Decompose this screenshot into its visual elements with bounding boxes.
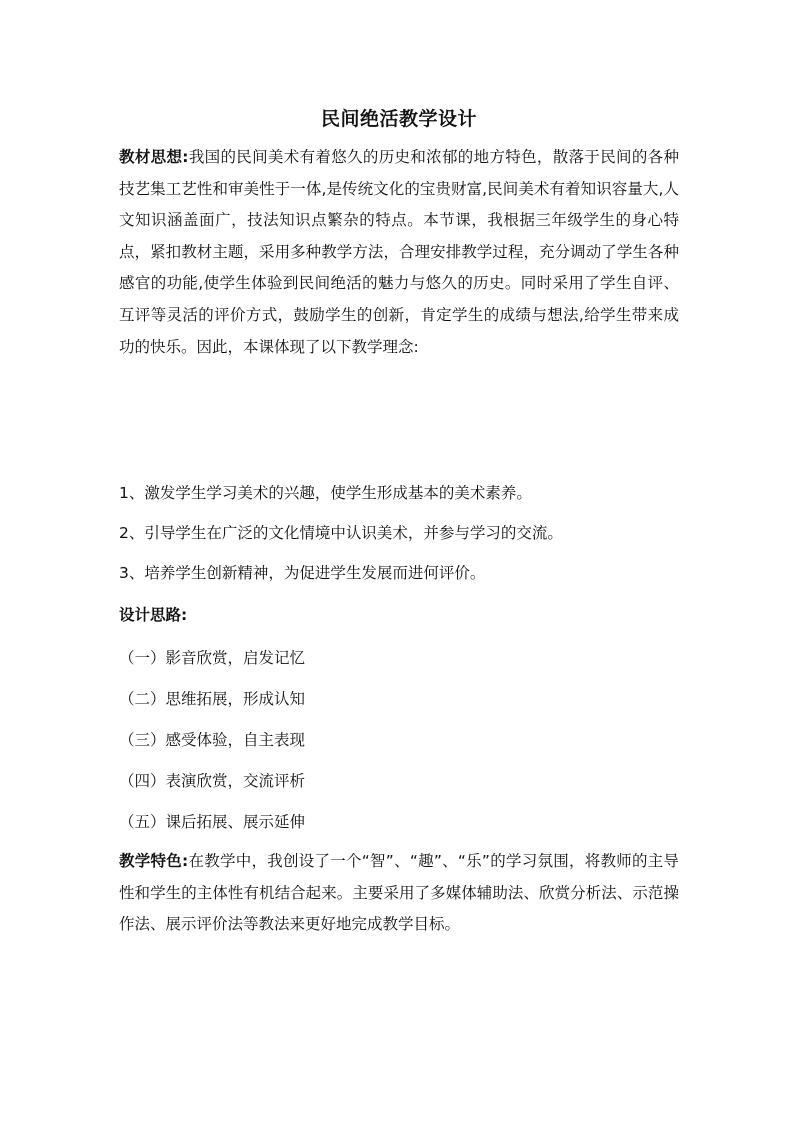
teaching-material-paragraph <box>119 142 679 363</box>
design-step-4: （四）表演欣赏，交流评析 <box>119 772 306 790</box>
concept-item-3: 3、培养学生创新精神，为促进学生发展而进何评价。 <box>119 564 486 582</box>
teaching-material-label: 教材思想: <box>119 148 189 166</box>
teaching-feature-label: 教学特色: <box>119 852 189 870</box>
document-title: 民间绝活教学设计 <box>320 108 477 130</box>
design-step-2: （二）思维拓展，形成认知 <box>119 690 306 708</box>
design-step-5: （五）课后拓展、展示延伸 <box>119 813 306 831</box>
design-step-1: （一）影音欣赏，启发记忆 <box>119 649 306 667</box>
design-idea-heading: 设计思路: <box>119 606 188 624</box>
concept-item-2: 2、引导学生在广泛的文化情境中认识美术，并参与学习的交流。 <box>119 524 563 542</box>
teaching-material-text: 我国的民间美术有着悠久的历史和浓郁的地方特色，散落于民间的各种技艺集工艺性和审美性于一体,是传统文化的宝贵财富,民间美术有着知识容量大,人文知识涵盖面广，技法知识点繁杂的特点。本节课，我根据三年级学生的身心特点，紧扣教材主题，采用多种教学方法，合理安排教学过程，充分调动了学生各种感官的功能,使学生体验到民间绝活的魅力与悠久的历史。同时采用了学生自评、互评等灵活的评价方式，鼓励学生的创新，肯定学生的成绩与想法,给学生带来成功的快乐。因此，本课体现了以下教学理念: <box>119 148 679 356</box>
teaching-feature-text: 在教学中，我创设了一个“智”、“趣”、“乐”的学习氛围，将教师的主导性和学生的主体性有机结合起来。主要采用了多媒体辅助法、欣赏分析法、示范操作法、展示评价法等教法来更好地完成教学目标。 <box>119 852 679 934</box>
design-step-3: （三）感受体验，自主表现 <box>119 731 306 749</box>
concept-item-1: 1、激发学生学习美术的兴趣，使学生形成基本的美术素养。 <box>119 484 532 502</box>
teaching-feature-paragraph <box>119 846 679 941</box>
